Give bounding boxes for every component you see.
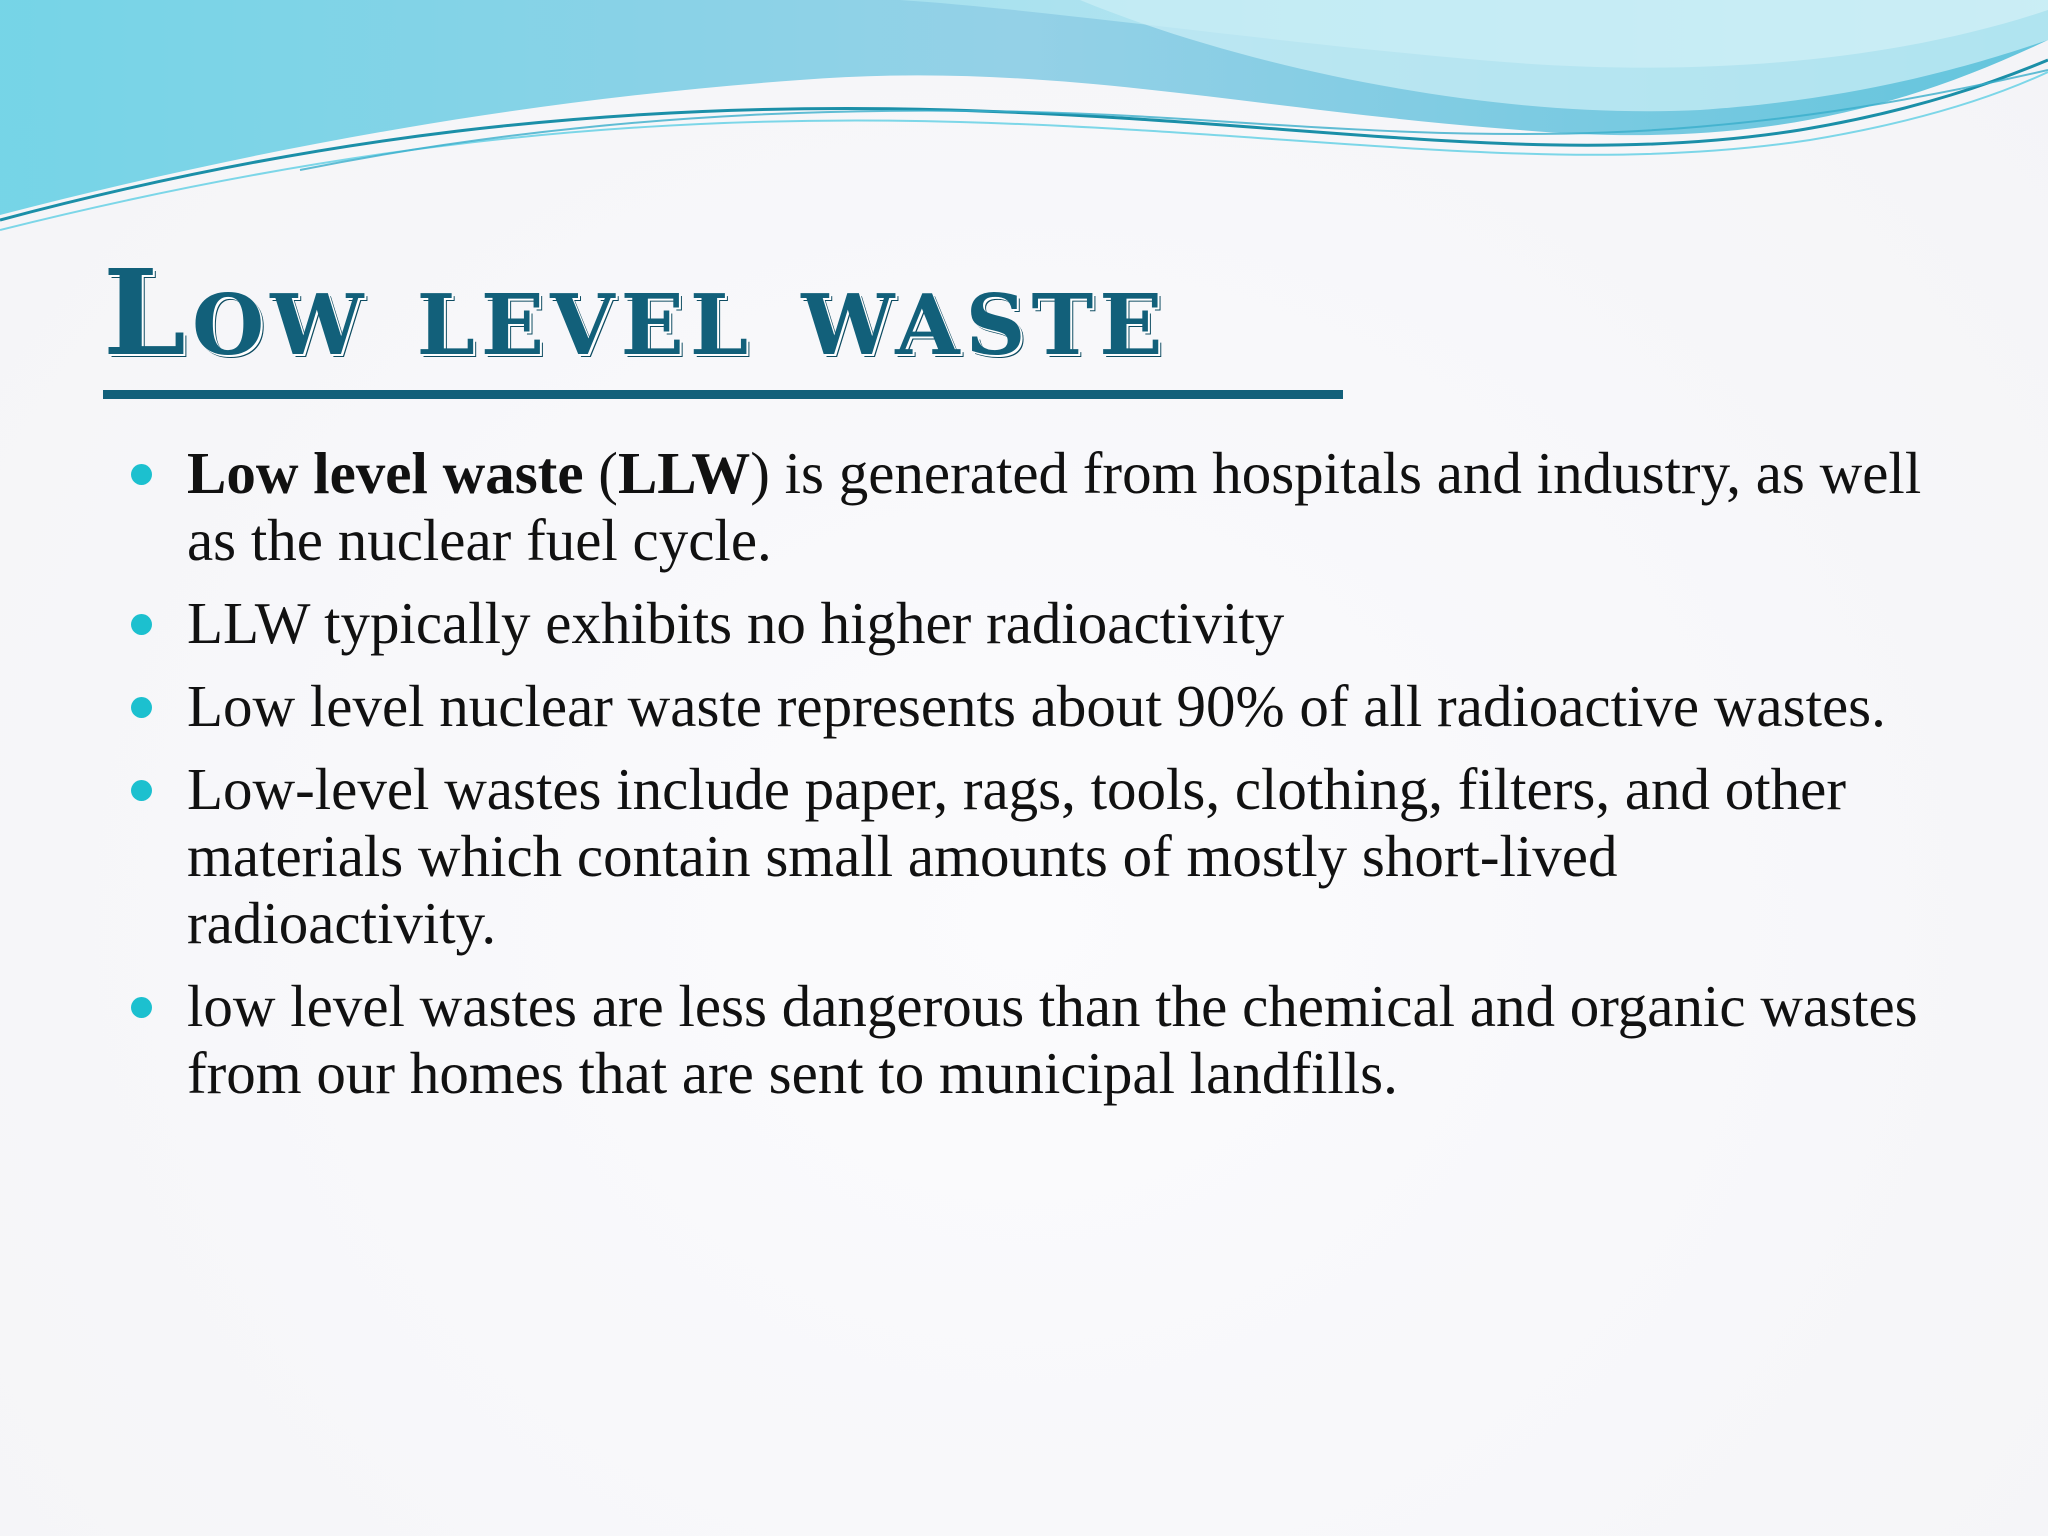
bullet-text [187,440,1927,574]
text-fragment: ( [583,440,618,506]
bullet-item-danger-comparison [127,973,1927,1107]
bullet-item-percentage [127,673,1927,740]
bullet-dot-icon [131,997,152,1018]
bullet-dot-icon [131,464,152,485]
bullet-text: low level wastes are less dangerous than the chemical and organic wastes from our homes that are sent to municipal landfills. [187,973,1918,1106]
bullet-text: Low-level wastes include paper, rags, tools, clothing, filters, and other materials which contain small amounts of mostly short-lived radioactivity. [187,756,1847,956]
bullet-text: Low level nuclear waste represents about 90% of all radioactive wastes. [187,673,1886,739]
title-underline [103,390,1343,399]
bullet-item-llw-sources [127,440,1927,574]
bullet-list [127,440,1927,1123]
slide-title: Low level waste [103,243,1169,382]
bullet-dot-icon [131,614,152,635]
wave-banner-decoration [0,0,2048,260]
bullet-dot-icon [131,697,152,718]
bold-abbreviation: LLW [617,440,751,506]
bullet-text: LLW typically exhibits no higher radioactivity [187,590,1285,656]
bullet-item-materials [127,756,1927,957]
text-fragment: ) is generated from hospitals and industry, as well as the nuclear fuel cycle. [187,440,1922,573]
bullet-dot-icon [131,780,152,801]
bold-term: Low level waste [187,440,584,506]
bullet-item-radioactivity [127,590,1927,657]
